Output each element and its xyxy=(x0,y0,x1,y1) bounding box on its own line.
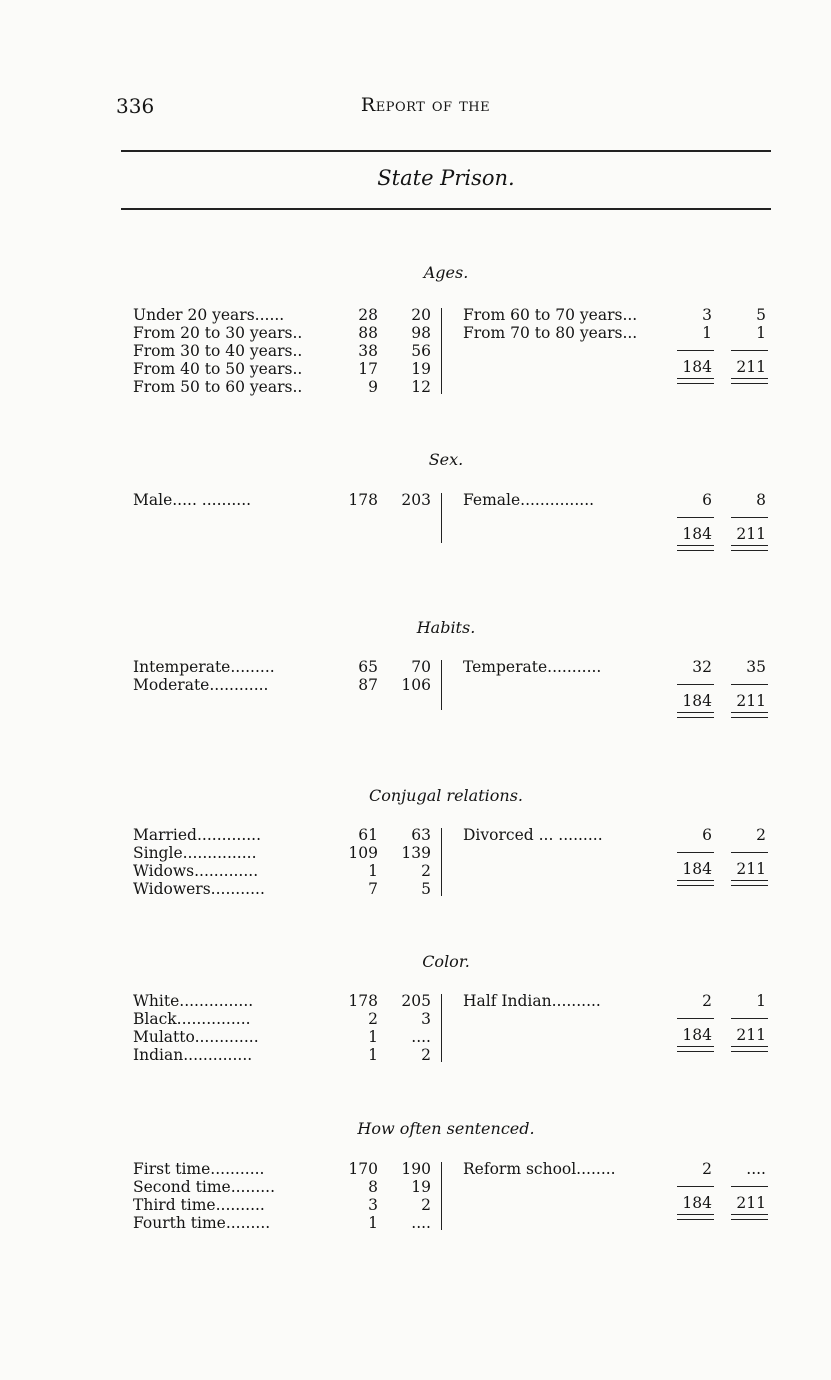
double-rule xyxy=(731,378,768,384)
count-col-1: 88 xyxy=(358,324,378,342)
total-col-1: 184 xyxy=(682,525,712,543)
count-col-1: 178 xyxy=(348,491,378,509)
row-label: Male..... .......... xyxy=(133,491,252,509)
row-label: Temperate........... xyxy=(463,658,602,676)
row-label: Under 20 years...... xyxy=(133,306,285,324)
row-label: First time........... xyxy=(133,1160,265,1178)
total-col-2: 211 xyxy=(736,692,766,710)
count-col-2: 203 xyxy=(401,491,431,509)
sum-rule xyxy=(731,517,768,518)
sum-rule xyxy=(731,1018,768,1019)
column-divider xyxy=(441,1162,442,1230)
sum-rule xyxy=(677,350,714,351)
table-row xyxy=(133,658,433,676)
count-col-2: .... xyxy=(746,1160,766,1178)
row-label: Intemperate......... xyxy=(133,658,275,676)
row-label: Married............. xyxy=(133,826,262,844)
table-row xyxy=(133,360,433,378)
count-col-1: 170 xyxy=(348,1160,378,1178)
section-title: Conjugal relations. xyxy=(369,786,523,805)
running-title: Report of the xyxy=(360,94,491,116)
count-col-1: 2 xyxy=(702,992,712,1010)
table-row xyxy=(133,342,433,360)
table-row xyxy=(133,1160,433,1178)
sum-rule xyxy=(677,684,714,685)
row-label: Second time......... xyxy=(133,1178,276,1196)
count-col-1: 7 xyxy=(368,880,378,898)
row-label: Widows............. xyxy=(133,862,259,880)
table-row xyxy=(463,826,768,844)
count-col-2: 8 xyxy=(756,491,766,509)
sum-rule xyxy=(731,1186,768,1187)
total-row xyxy=(463,358,768,376)
column-divider xyxy=(441,308,442,394)
row-label: Mulatto............. xyxy=(133,1028,259,1046)
count-col-1: 1 xyxy=(368,1028,378,1046)
count-col-1: 6 xyxy=(702,826,712,844)
count-col-2: 35 xyxy=(746,658,766,676)
count-col-2: 106 xyxy=(401,676,431,694)
sum-rule xyxy=(677,1018,714,1019)
count-col-1: 28 xyxy=(358,306,378,324)
table-row xyxy=(133,844,433,862)
section-title: Sex. xyxy=(428,450,464,469)
count-col-2: 70 xyxy=(411,658,431,676)
table-row xyxy=(463,1160,768,1178)
double-rule xyxy=(731,880,768,886)
table-row xyxy=(133,1196,433,1214)
page-number: 336 xyxy=(116,94,155,118)
row-label: From 30 to 40 years.. xyxy=(133,342,303,360)
total-col-2: 211 xyxy=(736,525,766,543)
double-rule xyxy=(677,545,714,551)
count-col-2: 1 xyxy=(756,992,766,1010)
row-label: From 50 to 60 years.. xyxy=(133,378,303,396)
count-col-1: 2 xyxy=(368,1010,378,1028)
section-title: Habits. xyxy=(416,618,476,637)
count-col-1: 1 xyxy=(702,324,712,342)
count-col-2: 2 xyxy=(421,1196,431,1214)
double-rule xyxy=(677,880,714,886)
total-col-1: 184 xyxy=(682,1194,712,1212)
table-row xyxy=(133,992,433,1010)
count-col-2: 2 xyxy=(421,862,431,880)
sum-rule xyxy=(677,1186,714,1187)
row-label: Indian.............. xyxy=(133,1046,253,1064)
count-col-2: 5 xyxy=(421,880,431,898)
count-col-1: 1 xyxy=(368,1214,378,1232)
count-col-1: 2 xyxy=(702,1160,712,1178)
count-col-1: 109 xyxy=(348,844,378,862)
count-col-2: 139 xyxy=(401,844,431,862)
total-col-2: 211 xyxy=(736,860,766,878)
count-col-1: 38 xyxy=(358,342,378,360)
count-col-2: 98 xyxy=(411,324,431,342)
total-row xyxy=(463,1194,768,1212)
count-col-1: 1 xyxy=(368,1046,378,1064)
sum-rule xyxy=(677,852,714,853)
count-col-2: 2 xyxy=(756,826,766,844)
count-col-2: 5 xyxy=(756,306,766,324)
row-label: Single............... xyxy=(133,844,257,862)
count-col-2: .... xyxy=(411,1028,431,1046)
count-col-1: 1 xyxy=(368,862,378,880)
count-col-1: 3 xyxy=(702,306,712,324)
row-label: Moderate............ xyxy=(133,676,269,694)
count-col-2: 56 xyxy=(411,342,431,360)
table-row xyxy=(133,491,433,509)
total-col-1: 184 xyxy=(682,692,712,710)
column-divider xyxy=(441,493,442,543)
count-col-2: 2 xyxy=(421,1046,431,1064)
table-row xyxy=(133,1028,433,1046)
row-label: White............... xyxy=(133,992,254,1010)
count-col-2: 3 xyxy=(421,1010,431,1028)
table-row xyxy=(133,306,433,324)
row-label: Third time.......... xyxy=(133,1196,265,1214)
column-divider xyxy=(441,828,442,896)
column-divider xyxy=(441,660,442,710)
sum-rule xyxy=(731,684,768,685)
table-row xyxy=(133,1046,433,1064)
count-col-1: 17 xyxy=(358,360,378,378)
total-col-2: 211 xyxy=(736,1026,766,1044)
count-col-2: 1 xyxy=(756,324,766,342)
double-rule xyxy=(677,712,714,718)
table-row xyxy=(463,491,768,509)
count-col-1: 178 xyxy=(348,992,378,1010)
top-rule xyxy=(121,150,771,152)
sum-rule xyxy=(731,350,768,351)
count-col-2: .... xyxy=(411,1214,431,1232)
row-label: Divorced ... ......... xyxy=(463,826,603,844)
table-row xyxy=(463,324,768,342)
row-label: Black............... xyxy=(133,1010,251,1028)
count-col-1: 9 xyxy=(368,378,378,396)
row-label: From 70 to 80 years... xyxy=(463,324,638,342)
row-label: Fourth time......... xyxy=(133,1214,271,1232)
table-row xyxy=(133,324,433,342)
count-col-1: 65 xyxy=(358,658,378,676)
count-col-1: 61 xyxy=(358,826,378,844)
total-row xyxy=(463,1026,768,1044)
total-col-2: 211 xyxy=(736,358,766,376)
table-row xyxy=(463,306,768,324)
count-col-2: 19 xyxy=(411,1178,431,1196)
sum-rule xyxy=(731,852,768,853)
double-rule xyxy=(731,545,768,551)
count-col-2: 190 xyxy=(401,1160,431,1178)
count-col-2: 19 xyxy=(411,360,431,378)
double-rule xyxy=(677,378,714,384)
row-label: From 40 to 50 years.. xyxy=(133,360,303,378)
total-col-1: 184 xyxy=(682,358,712,376)
table-row xyxy=(133,1010,433,1028)
row-label: Half Indian.......... xyxy=(463,992,601,1010)
total-col-1: 184 xyxy=(682,1026,712,1044)
row-label: Female............... xyxy=(463,491,595,509)
section-title: Color. xyxy=(422,952,470,971)
table-row xyxy=(463,658,768,676)
table-row xyxy=(133,1178,433,1196)
row-label: Reform school........ xyxy=(463,1160,616,1178)
count-col-2: 63 xyxy=(411,826,431,844)
count-col-1: 87 xyxy=(358,676,378,694)
table-row xyxy=(133,378,433,396)
table-row xyxy=(133,826,433,844)
double-rule xyxy=(677,1046,714,1052)
table-row xyxy=(133,676,433,694)
double-rule xyxy=(677,1214,714,1220)
section-title: Ages. xyxy=(423,263,469,282)
count-col-2: 20 xyxy=(411,306,431,324)
table-row xyxy=(133,1214,433,1232)
total-row xyxy=(463,860,768,878)
count-col-1: 32 xyxy=(692,658,712,676)
section-title: How often sentenced. xyxy=(357,1119,535,1138)
double-rule xyxy=(731,712,768,718)
row-label: From 20 to 30 years.. xyxy=(133,324,303,342)
table-row xyxy=(133,880,433,898)
count-col-2: 12 xyxy=(411,378,431,396)
row-label: From 60 to 70 years... xyxy=(463,306,638,324)
double-rule xyxy=(731,1214,768,1220)
count-col-1: 8 xyxy=(368,1178,378,1196)
sum-rule xyxy=(677,517,714,518)
total-row xyxy=(463,525,768,543)
total-row xyxy=(463,692,768,710)
total-col-2: 211 xyxy=(736,1194,766,1212)
count-col-1: 6 xyxy=(702,491,712,509)
count-col-1: 3 xyxy=(368,1196,378,1214)
row-label: Widowers........... xyxy=(133,880,265,898)
table-row xyxy=(133,862,433,880)
column-divider xyxy=(441,994,442,1062)
total-col-1: 184 xyxy=(682,860,712,878)
subtitle-rule xyxy=(121,208,771,210)
double-rule xyxy=(731,1046,768,1052)
page-subtitle: State Prison. xyxy=(377,166,515,190)
count-col-2: 205 xyxy=(401,992,431,1010)
table-row xyxy=(463,992,768,1010)
